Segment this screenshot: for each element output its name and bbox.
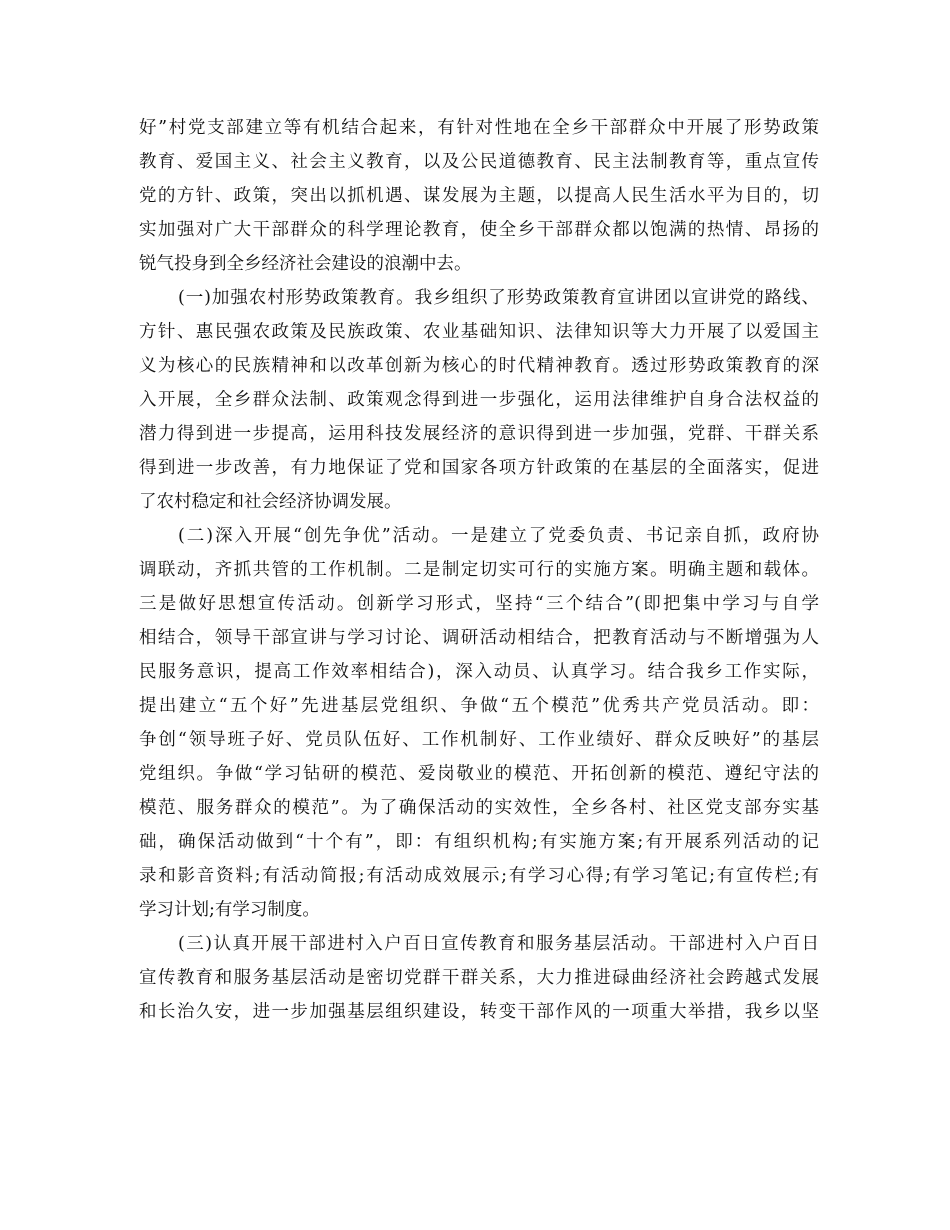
paragraph-heading-3: (三)认真开展干部进村入户百日宣传教育和服务基层活动。干部进村入户百日 [178, 934, 819, 954]
text-line: 和长治久安，进一步加强基层组织建设，转变干部作风的一项重大举措，我乡以坚 [139, 1002, 819, 1022]
text-line: 义为核心的民族精神和以改革创新为核心的时代精神教育。透过形势政策教育的深 [139, 356, 819, 376]
text-line: 三是做好思想宣传活动。创新学习形式，坚持“三个结合”(即把集中学习与自学 [139, 594, 819, 614]
paragraph-heading-2: (二)深入开展“创先争优”活动。一是建立了党委负责、书记亲自抓，政府协 [178, 526, 819, 546]
text-line: 录和影音资料;有活动简报;有活动成效展示;有学习心得;有学习笔记;有宣传栏;有 [139, 866, 819, 886]
text-line: 相结合，领导干部宣讲与学习讨论、调研活动相结合，把教育活动与不断增强为人 [139, 628, 819, 648]
text-line: 教育、爱国主义、社会主义教育，以及公民道德教育、民主法制教育等，重点宣传 [139, 152, 819, 172]
text-line: 础，确保活动做到“十个有”，即：有组织机构;有实施方案;有开展系列活动的记 [139, 832, 819, 852]
text-line: 民服务意识，提高工作效率相结合)，深入动员、认真学习。结合我乡工作实际， [139, 662, 819, 682]
text-line: 模范、服务群众的模范”。为了确保活动的实效性，全乡各村、社区党支部夯实基 [139, 798, 819, 818]
paragraph-heading-1: (一)加强农村形势政策教育。我乡组织了形势政策教育宣讲团以宣讲党的路线、 [178, 288, 819, 308]
text-line: 调联动，齐抓共管的工作机制。二是制定切实可行的实施方案。明确主题和载体。 [139, 560, 819, 580]
text-line: 得到进一步改善，有力地保证了党和国家各项方针政策的在基层的全面落实，促进 [139, 458, 819, 478]
text-line: 党组织。争做“学习钻研的模范、爱岗敬业的模范、开拓创新的模范、遵纪守法的 [139, 764, 819, 784]
text-line: 入开展，全乡群众法制、政策观念得到进一步强化，运用法律维护自身合法权益的 [139, 390, 819, 410]
text-line: 了农村稳定和社会经济协调发展。 [139, 492, 402, 512]
text-line: 宣传教育和服务基层活动是密切党群干群关系，大力推进碌曲经济社会跨越式发展 [139, 968, 819, 988]
text-line: 党的方针、政策，突出以抓机遇、谋发展为主题，以提高人民生活水平为目的，切 [139, 186, 819, 206]
text-line: 实加强对广大干部群众的科学理论教育，使全乡干部群众都以饱满的热情、昂扬的 [139, 220, 819, 240]
text-line: 好”村党支部建立等有机结合起来，有针对性地在全乡干部群众中开展了形势政策 [139, 118, 819, 138]
text-line: 提出建立“五个好”先进基层党组织、争做“五个模范”优秀共产党员活动。即： [139, 696, 819, 716]
text-line: 潜力得到进一步提高，运用科技发展经济的意识得到进一步加强，党群、干群关系 [139, 424, 819, 444]
text-line: 锐气投身到全乡经济社会建设的浪潮中去。 [139, 254, 472, 274]
text-line: 方针、惠民强农政策及民族政策、农业基础知识、法律知识等大力开展了以爱国主 [139, 322, 819, 342]
text-line: 学习计划;有学习制度。 [139, 900, 320, 920]
text-line: 争创“领导班子好、党员队伍好、工作机制好、工作业绩好、群众反映好”的基层 [139, 730, 819, 750]
